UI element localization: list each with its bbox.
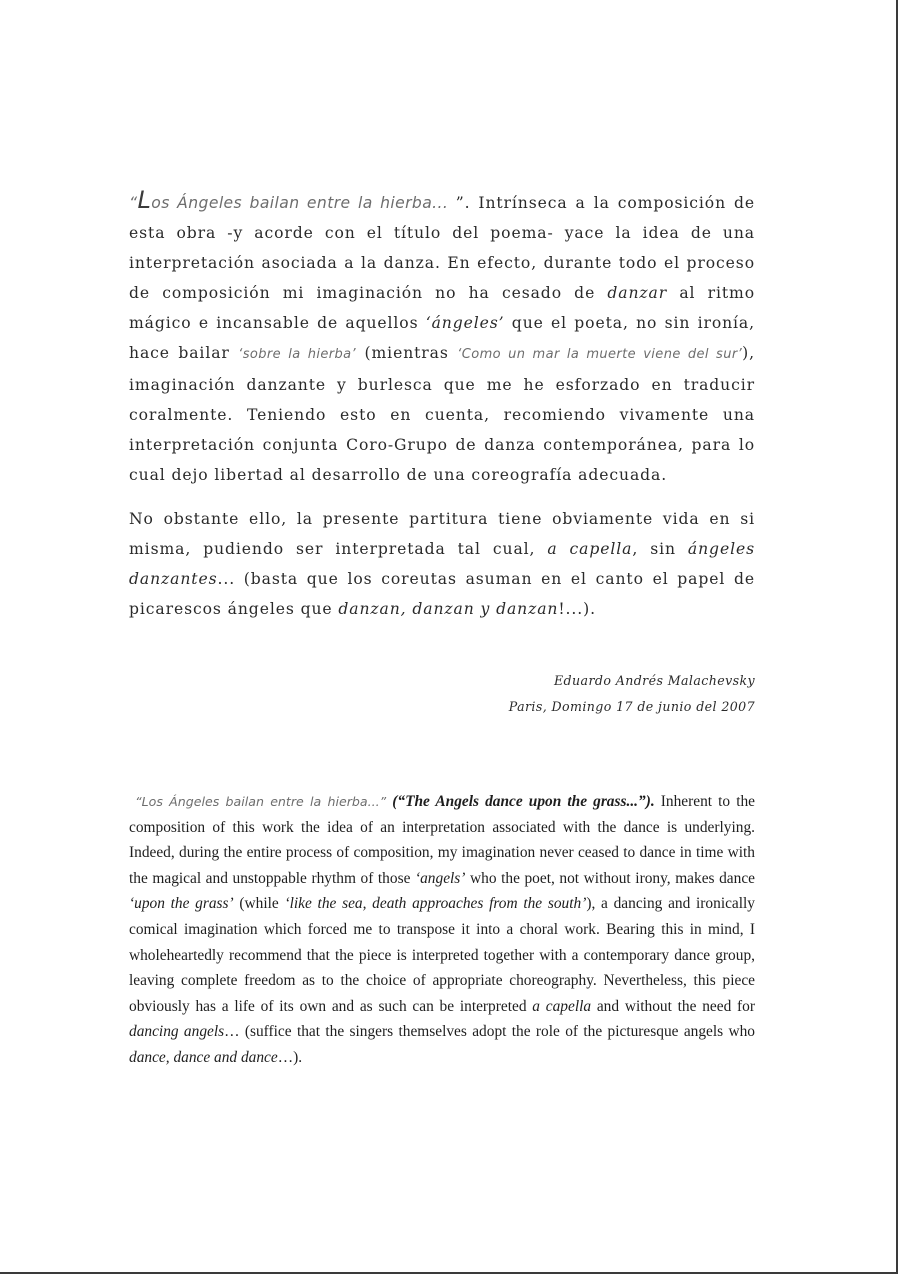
text-run: (mientras bbox=[356, 344, 458, 362]
text-run: …). bbox=[277, 1048, 303, 1066]
quote-como-un-mar: ‘Como un mar la muerte viene del sur’ bbox=[457, 347, 743, 362]
text-run: Intrínseca a la composición de esta obra -y acorde con el título del poema- yace la idea de una interpretación asociada a la danza. En efecto, durante todo el proceso de composición mi imaginación no ha cesado de bbox=[129, 194, 755, 302]
emphasis-angeles-danzantes: ángeles danzantes bbox=[129, 540, 755, 588]
title-close-quote: ”. bbox=[455, 194, 471, 212]
title-open-quote-en: “ bbox=[135, 794, 142, 809]
english-paragraph bbox=[129, 789, 755, 1071]
spanish-paragraph-2 bbox=[129, 504, 755, 624]
text-run: !...). bbox=[558, 600, 596, 618]
title-spanish-en: Los Ángeles bailan entre la hierba... bbox=[141, 794, 380, 809]
text-run: Inherent to the composition of this work the idea of an interpretation associated with the dance is underlying. Indeed, during the entire process of composition, my imagination never ceased to dance in time with the magical and unstoppable rhythm of those bbox=[129, 793, 756, 887]
spanish-note bbox=[129, 185, 755, 624]
text-run: … (suffice that the singers themselves adopt the role of the picturesque angels who bbox=[224, 1023, 755, 1041]
emphasis-angeles: ‘ángeles’ bbox=[425, 314, 505, 332]
text-run: and without the need for bbox=[591, 997, 755, 1015]
emphasis-dancing-angels: dancing angels bbox=[129, 1023, 225, 1041]
text-run: , sin bbox=[632, 540, 688, 558]
title-english: (“The Angels dance upon the grass...”). bbox=[386, 793, 655, 810]
spanish-paragraph-1 bbox=[129, 185, 755, 490]
emphasis-danzan: danzan, danzan y danzan bbox=[338, 600, 559, 618]
emphasis-upon-the-grass: ‘upon the grass’ bbox=[129, 895, 234, 913]
title-spanish: os Ángeles bailan entre la hierba... bbox=[151, 194, 456, 212]
emphasis-a-capella-en: a capella bbox=[532, 997, 592, 1015]
emphasis-danzar: danzar bbox=[607, 284, 668, 302]
signature-block bbox=[509, 668, 755, 720]
title-close-quote-en: ” bbox=[379, 794, 387, 809]
text-run: No obstante ello, la presente partitura tiene obviamente vida en si misma, pudiendo ser interpretada tal cual, bbox=[129, 510, 755, 558]
emphasis-like-the-sea: ‘like the sea, death approaches from the south’ bbox=[284, 895, 587, 913]
emphasis-a-capella: a capella bbox=[547, 540, 633, 558]
title-open-quote: “ bbox=[129, 194, 138, 212]
quote-sobre-la-hierba: ‘sobre la hierba’ bbox=[238, 347, 357, 362]
text-run: who the poet, not without irony, makes dance bbox=[465, 869, 755, 887]
text-run: que el poeta, no sin ironía, hace bailar bbox=[129, 314, 755, 362]
place-date: Paris, Domingo 17 de junio del 2007 bbox=[508, 699, 755, 714]
title-drop-letter: L bbox=[137, 186, 152, 214]
text-run: (while bbox=[233, 895, 285, 913]
text-run: ), a dancing and ironically comical imagination which forced me to transpose it into a choral work. Bearing this in mind, I wholeheartedly recommend that the piece is interpreted together with a contemporary dance group, leaving complete freedom as to the choice of appropriate choreography. Nevertheless, this piece obviously has a life of its own and as such can be interpreted bbox=[129, 895, 756, 1015]
emphasis-dance: dance, dance and dance bbox=[129, 1048, 278, 1066]
text-run: ... (basta que los coreutas asuman en el canto el papel de picarescos ángeles que bbox=[129, 570, 755, 618]
text-run: al ritmo mágico e incansable de aquellos bbox=[129, 284, 755, 332]
emphasis-angels: ‘angels’ bbox=[414, 869, 466, 887]
author-name: Eduardo Andrés Malachevsky bbox=[553, 673, 755, 688]
text-run: ), imaginación danzante y burlesca que me he esforzado en traducir coralmente. Teniendo esto en cuenta, recomiendo vivamente una interpretación conjunta Coro-Grupo de danza contemporánea, para lo cual dejo libertad al desarrollo de una coreografía adecuada. bbox=[129, 344, 755, 484]
english-note bbox=[129, 789, 755, 1071]
